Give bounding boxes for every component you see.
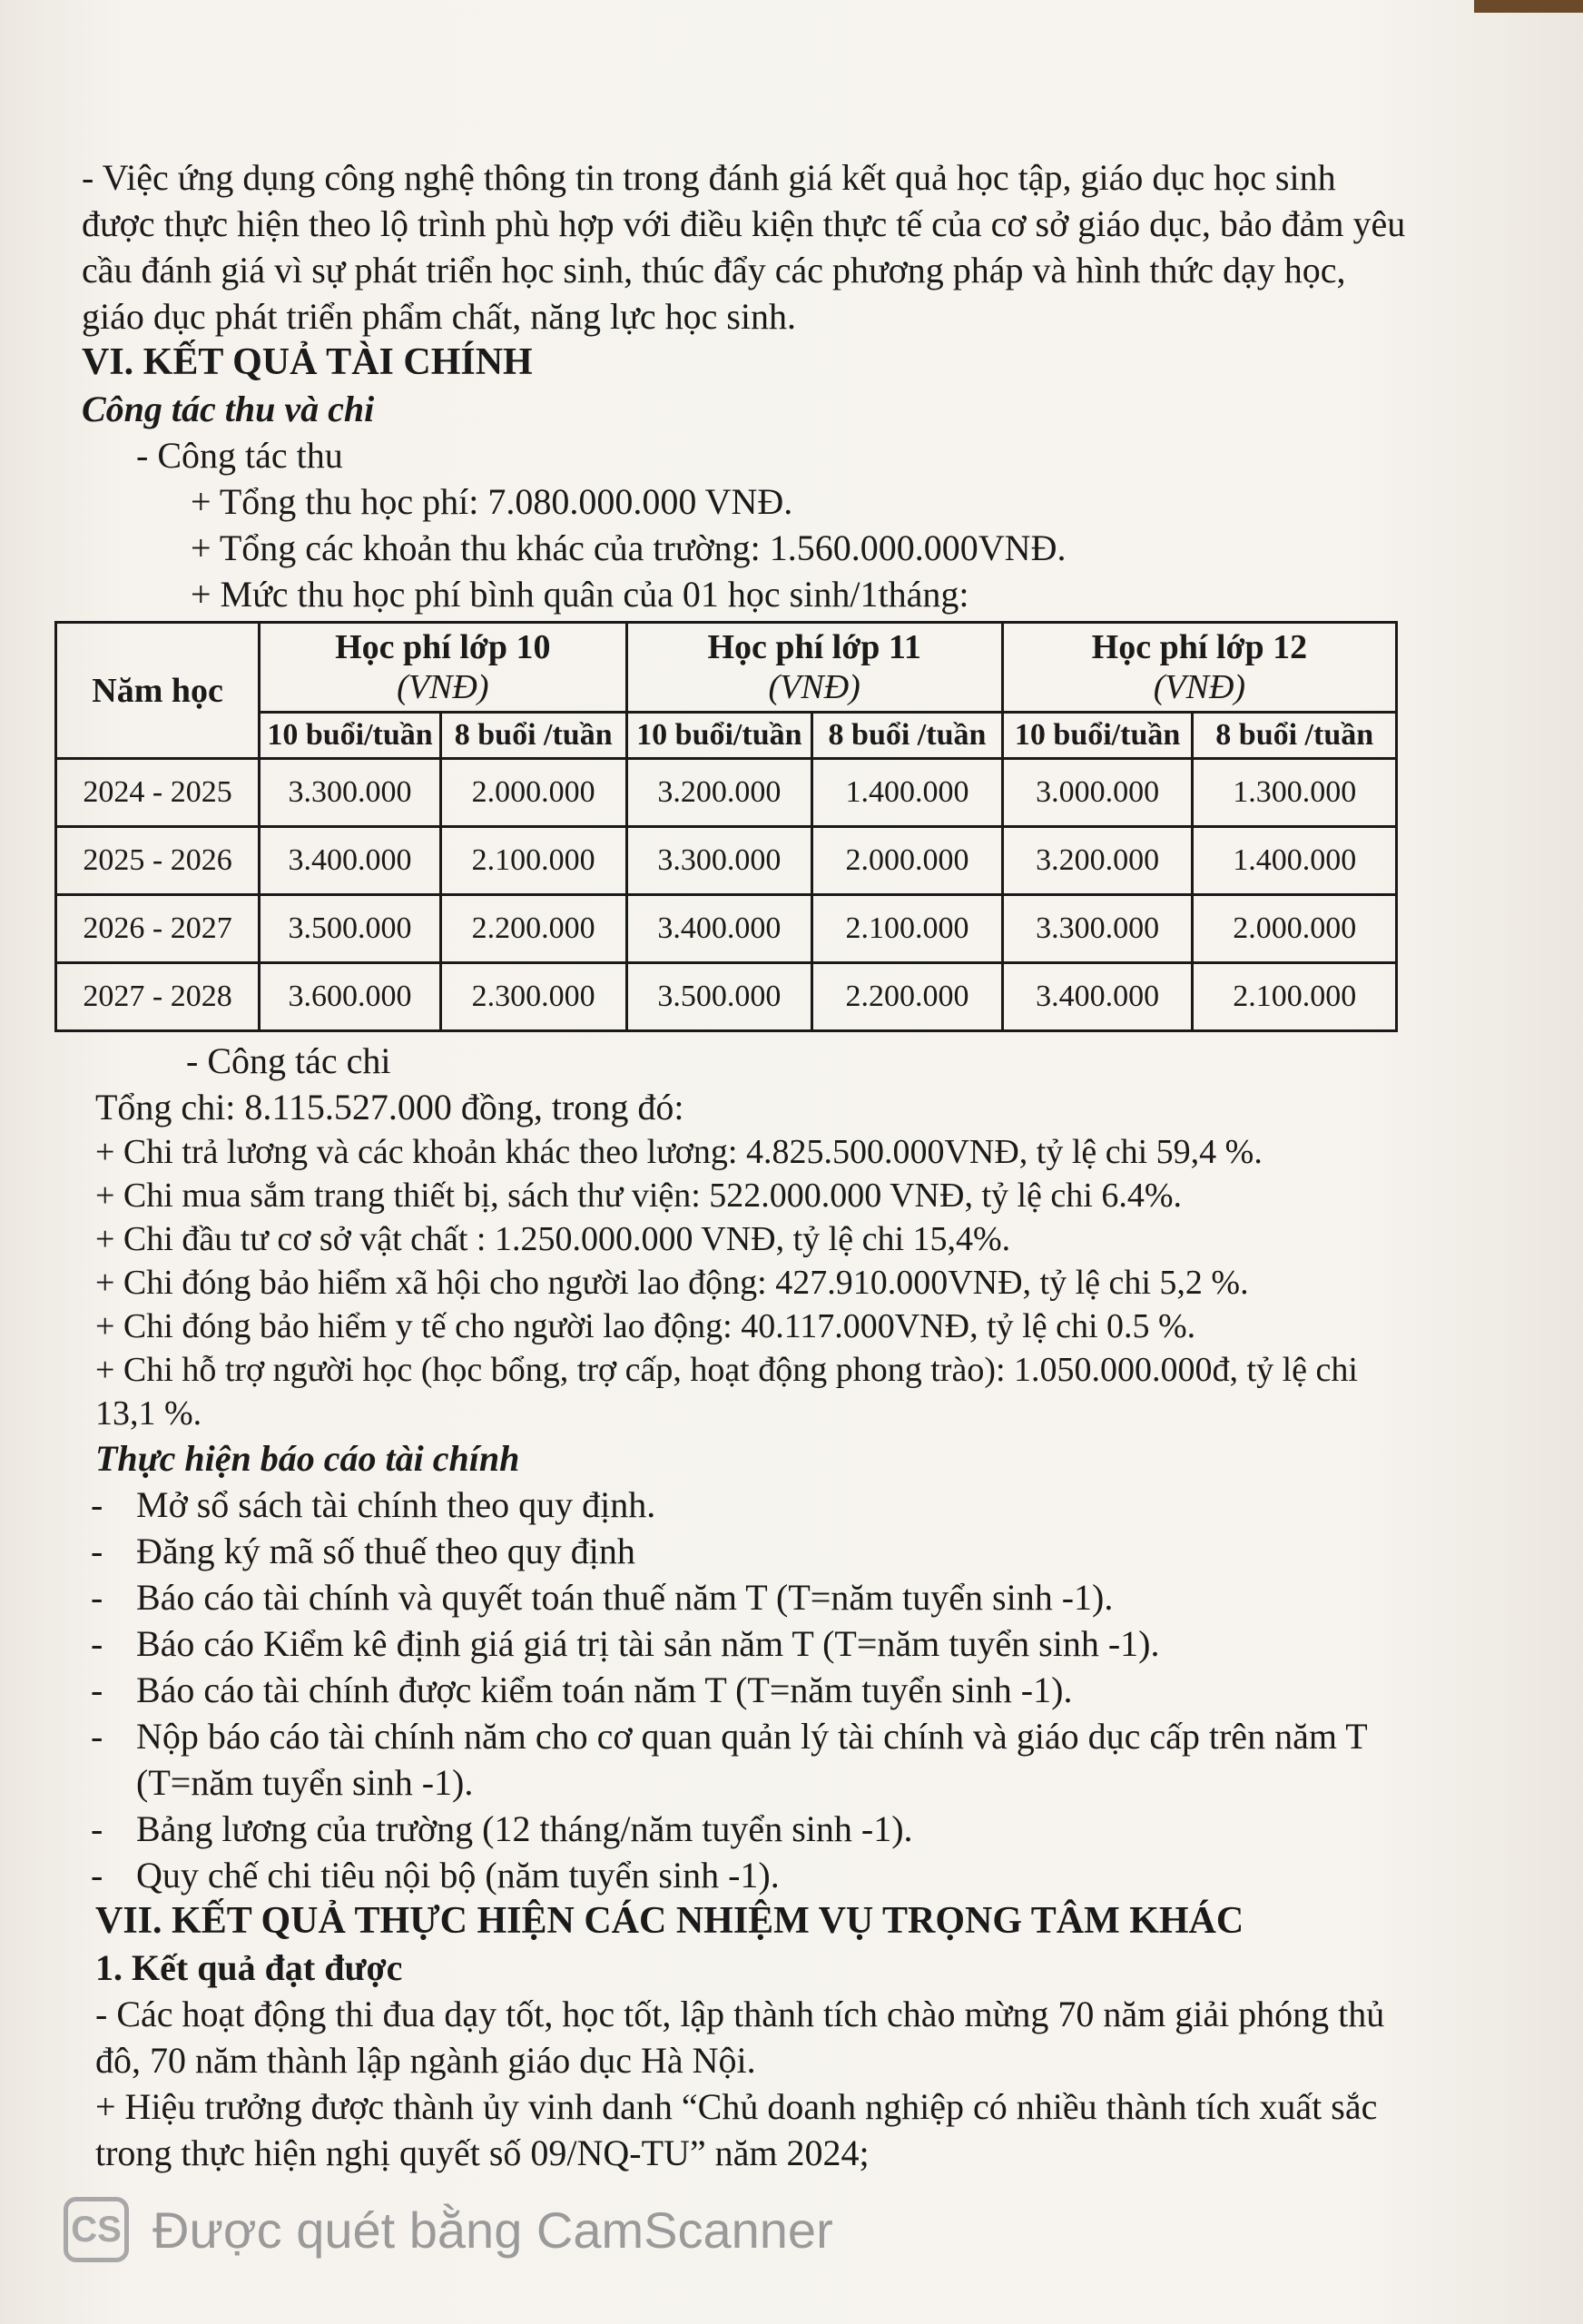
- fee-cell: 3.000.000: [1002, 759, 1193, 827]
- section-7-item: - Các hoạt động thi đua dạy tốt, học tốt, lập thành tích chào mừng 70 năm giải phóng thủ đô, 70 năm thành lập ngành giáo dục Hà Nội.: [95, 1994, 1385, 2081]
- fee-cell: 3.400.000: [260, 827, 441, 895]
- page-edge: [1474, 0, 1583, 13]
- subheader-8-sessions: 8 buổi /tuần: [1193, 713, 1397, 759]
- table-row: [56, 827, 1397, 895]
- list-item: - Bảng lương của trường (12 tháng/năm tuyển sinh -1).: [91, 1808, 913, 1849]
- section-6-title: VI. KẾT QUẢ TÀI CHÍNH: [82, 341, 533, 383]
- year-cell: 2026 - 2027: [56, 895, 260, 963]
- chi-item: + Chi đóng bảo hiểm y tế cho người lao động: 40.117.000VNĐ, tỷ lệ chi 0.5 %.: [95, 1307, 1196, 1345]
- fee-cell: 3.300.000: [260, 759, 441, 827]
- list-item: - Báo cáo tài chính được kiểm toán năm T (T=năm tuyển sinh -1).: [91, 1669, 1073, 1710]
- report-title: Thực hiện báo cáo tài chính: [95, 1438, 520, 1479]
- subheader-10-sessions: 10 buổi/tuần: [626, 713, 812, 759]
- list-item: - Đăng ký mã số thuế theo quy định: [91, 1531, 635, 1571]
- thu-label: - Công tác thu: [136, 435, 343, 476]
- tuition-table: [54, 621, 1398, 1032]
- fee-cell: 3.600.000: [260, 963, 441, 1031]
- fee-cell: 3.300.000: [626, 827, 812, 895]
- fee-cell: 2.000.000: [440, 759, 626, 827]
- fee-cell: 2.000.000: [1193, 895, 1397, 963]
- list-item: - Báo cáo Kiểm kê định giá giá trị tài sản năm T (T=năm tuyển sinh -1).: [91, 1623, 1160, 1664]
- fee-cell: 3.300.000: [1002, 895, 1193, 963]
- chi-item: + Chi mua sắm trang thiết bị, sách thư viện: 522.000.000 VNĐ, tỷ lệ chi 6.4%.: [95, 1177, 1182, 1215]
- chi-item: + Chi đóng bảo hiểm xã hội cho người lao động: 427.910.000VNĐ, tỷ lệ chi 5,2 %.: [95, 1264, 1249, 1302]
- fee-cell: 3.500.000: [260, 895, 441, 963]
- subheader-10-sessions: 10 buổi/tuần: [1002, 713, 1193, 759]
- fee-cell: 2.200.000: [440, 895, 626, 963]
- header-year: Năm học: [56, 623, 260, 759]
- camscanner-watermark: [64, 2197, 833, 2262]
- fee-cell: 2.200.000: [812, 963, 1003, 1031]
- thu-item: + Mức thu học phí bình quân của 01 học sinh/1tháng:: [191, 574, 969, 615]
- fee-cell: 1.300.000: [1193, 759, 1397, 827]
- fee-cell: 2.100.000: [812, 895, 1003, 963]
- fee-cell: 3.500.000: [626, 963, 812, 1031]
- section-7-item: + Hiệu trưởng được thành ủy vinh danh “Chủ doanh nghiệp có nhiều thành tích xuất sắc trong thực hiện nghị quyết số 09/NQ-TU” năm 2024;: [95, 2086, 1378, 2173]
- fee-cell: 3.200.000: [1002, 827, 1193, 895]
- list-item: - Báo cáo tài chính và quyết toán thuế năm T (T=năm tuyển sinh -1).: [91, 1577, 1114, 1618]
- fee-cell: 3.200.000: [626, 759, 812, 827]
- section-7-subtitle: 1. Kết quả đạt được: [95, 1947, 403, 1988]
- chi-item: + Chi hỗ trợ người học (học bổng, trợ cấp, hoạt động phong trào): 1.050.000.000đ, tỷ lệ chi 13,1 %.: [95, 1351, 1358, 1433]
- chi-total: Tổng chi: 8.115.527.000 đồng, trong đó:: [95, 1087, 684, 1128]
- table-row: [56, 759, 1397, 827]
- chi-item: + Chi đầu tư cơ sở vật chất : 1.250.000.000 VNĐ, tỷ lệ chi 15,4%.: [95, 1220, 1011, 1258]
- year-cell: 2024 - 2025: [56, 759, 260, 827]
- table-row: [56, 963, 1397, 1031]
- section-6-subtitle: Công tác thu và chi: [82, 389, 375, 429]
- year-cell: 2027 - 2028: [56, 963, 260, 1031]
- camscanner-logo-icon: CS: [64, 2197, 129, 2262]
- header-grade-12: Học phí lớp 12 (VNĐ): [1002, 623, 1396, 713]
- year-cell: 2025 - 2026: [56, 827, 260, 895]
- list-item: - Nộp báo cáo tài chính năm cho cơ quan quản lý tài chính và giáo dục cấp trên năm T (T=năm tuyển sinh -1).: [91, 1716, 1367, 1803]
- watermark-text: Được quét bằng CamScanner: [152, 2201, 833, 2259]
- thu-item: + Tổng các khoản thu khác của trường: 1.560.000.000VNĐ.: [191, 527, 1067, 568]
- subheader-8-sessions: 8 buổi /tuần: [812, 713, 1003, 759]
- subheader-8-sessions: 8 buổi /tuần: [440, 713, 626, 759]
- fee-cell: 1.400.000: [812, 759, 1003, 827]
- fee-cell: 2.000.000: [812, 827, 1003, 895]
- section-7-title: VII. KẾT QUẢ THỰC HIỆN CÁC NHIỆM VỤ TRỌNG TÂM KHÁC: [95, 1900, 1244, 1942]
- chi-label: - Công tác chi: [186, 1040, 391, 1081]
- list-item: - Quy chế chi tiêu nội bộ (năm tuyển sinh -1).: [91, 1855, 780, 1896]
- header-grade-10: Học phí lớp 10 (VNĐ): [260, 623, 626, 713]
- header-grade-11: Học phí lớp 11 (VNĐ): [626, 623, 1002, 713]
- fee-cell: 2.300.000: [440, 963, 626, 1031]
- fee-cell: 3.400.000: [1002, 963, 1193, 1031]
- paragraph-it: - Việc ứng dụng công nghệ thông tin trong đánh giá kết quả học tập, giáo dục học sinh được thực hiện theo lộ trình phù hợp với điều kiện thực tế của cơ sở giáo dục, bảo đảm yêu cầu đánh giá vì sự phát triển học sinh, thúc đẩy các phương pháp và hình thức dạy học, giáo dục phát triển phẩm chất, năng lực học sinh.: [82, 157, 1406, 337]
- document-body: [82, 154, 1416, 2176]
- table-row: [56, 895, 1397, 963]
- fee-cell: 2.100.000: [440, 827, 626, 895]
- list-item: - Mở sổ sách tài chính theo quy định.: [91, 1484, 656, 1525]
- fee-cell: 1.400.000: [1193, 827, 1397, 895]
- thu-item: + Tổng thu học phí: 7.080.000.000 VNĐ.: [191, 481, 793, 522]
- chi-item: + Chi trả lương và các khoản khác theo lương: 4.825.500.000VNĐ, tỷ lệ chi 59,4 %.: [95, 1133, 1263, 1171]
- fee-cell: 2.100.000: [1193, 963, 1397, 1031]
- fee-cell: 3.400.000: [626, 895, 812, 963]
- subheader-10-sessions: 10 buổi/tuần: [260, 713, 441, 759]
